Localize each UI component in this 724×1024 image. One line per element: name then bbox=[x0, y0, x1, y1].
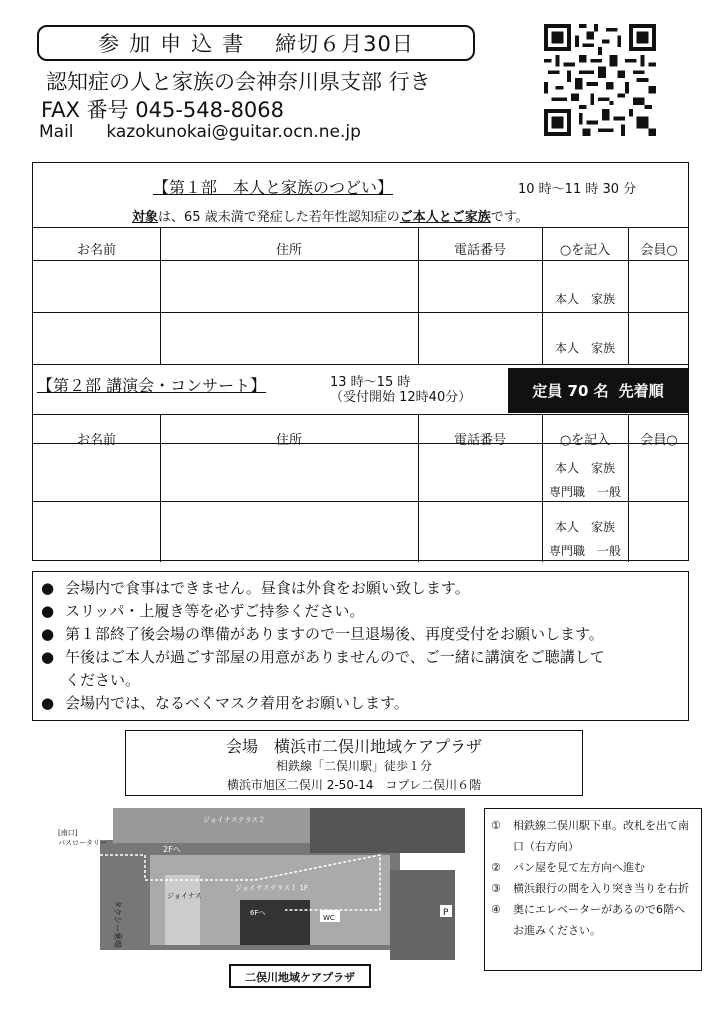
map-2f-label: 2Fへ bbox=[163, 845, 181, 854]
map-wc-block bbox=[240, 900, 310, 945]
section1-target bbox=[132, 206, 529, 225]
qr-code[interactable] bbox=[544, 24, 656, 136]
s1-row1-name-field[interactable] bbox=[33, 260, 160, 312]
map-joinus1-label: ジョイナステラス１ 1F bbox=[235, 884, 308, 892]
s2-row1-phone-field[interactable] bbox=[418, 443, 542, 501]
venue-access: 相鉄線「二俣川駅」徒歩１分 bbox=[275, 759, 432, 773]
col-name: お名前 bbox=[76, 243, 116, 258]
directions-box bbox=[484, 808, 702, 971]
s2-row2-choice2[interactable]: 専門職 一般 bbox=[548, 544, 621, 558]
note-item-continued: ください。 bbox=[65, 671, 141, 689]
form-title: 参加申込書 bbox=[98, 32, 254, 56]
s1-row1-address-field[interactable] bbox=[160, 260, 418, 312]
direction-step: ① 相鉄線二俣川駅下車。改札を出て南口（右方向） bbox=[491, 819, 689, 853]
s2-row1-member-field[interactable] bbox=[628, 443, 690, 501]
s1-row1-choice[interactable]: 本人 家族 bbox=[554, 292, 615, 306]
col-circle: ○を記入 bbox=[559, 433, 611, 448]
venue-address: 横浜市旭区二俣川 2-50-14 コプレ二俣川６階 bbox=[226, 778, 482, 792]
note-item: ● 会場内では、なるべくマスク着用をお願いします。 bbox=[41, 694, 409, 712]
map-joinus2-label: ジョイナステラス２ bbox=[203, 816, 266, 824]
s1-row2-name-field[interactable] bbox=[33, 312, 160, 364]
col-phone: 電話番号 bbox=[453, 433, 506, 448]
s1-row1-phone-field[interactable] bbox=[418, 260, 542, 312]
s2-row1-address-field[interactable] bbox=[160, 443, 418, 501]
deadline: 締切６月30日 bbox=[275, 32, 414, 56]
s2-row2-choice1[interactable]: 本人 家族 bbox=[554, 520, 615, 534]
section1-title: 【第１部 本人と家族のつどい】 bbox=[153, 178, 394, 197]
capacity: 定員 70 名 bbox=[532, 382, 609, 400]
direction-step: ③ 横浜銀行の間を入り突き当りを右折 bbox=[491, 882, 689, 895]
s1-row1-member-field[interactable] bbox=[628, 260, 690, 312]
organization: 認知症の人と家族の会神奈川県支部 行き bbox=[46, 70, 431, 94]
section1-time: 10 時～11 時 30 分 bbox=[518, 182, 637, 197]
target-emphasis: ご本人とご家族 bbox=[399, 210, 491, 225]
s2-row2-member-field[interactable] bbox=[628, 501, 690, 561]
s2-row2-phone-field[interactable] bbox=[418, 501, 542, 561]
col-phone: 電話番号 bbox=[453, 243, 506, 258]
venue-name: 会場 横浜市二俣川地域ケアプラザ bbox=[225, 737, 482, 756]
section2-title: 【第２部 講演会・コンサート】 bbox=[37, 376, 267, 395]
map-bus-label: バスロータリー bbox=[58, 839, 107, 847]
target-label: 対象 bbox=[132, 210, 159, 225]
map-joinus2-block bbox=[113, 808, 318, 843]
map-joinus-label: ジョイナス bbox=[167, 892, 202, 900]
col-member: 会員○ bbox=[640, 433, 678, 448]
s2-row1-name-field[interactable] bbox=[33, 443, 160, 501]
note-item: ● 午後はご本人が過ごす部屋の用意がありませんので、ご一緒に講演をご聴講して bbox=[41, 648, 605, 666]
note-item: ● 会場内で食事はできません。昼食は外食をお願い致します。 bbox=[41, 579, 470, 597]
col-address: 住所 bbox=[275, 243, 302, 258]
s2-row2-address-field[interactable] bbox=[160, 501, 418, 561]
section2-time bbox=[330, 375, 471, 405]
col-circle: ○を記入 bbox=[559, 243, 611, 258]
section2-time-line1: 13 時～15 時 bbox=[330, 375, 411, 390]
application-form-table bbox=[32, 162, 689, 561]
first-come: 先着順 bbox=[618, 382, 664, 400]
form-title-box bbox=[37, 25, 475, 61]
map-dark-block bbox=[310, 808, 465, 853]
mail-address[interactable]: kazokunokai@guitar.ocn.ne.jp bbox=[106, 122, 361, 142]
s2-row1-choice1[interactable]: 本人 家族 bbox=[554, 461, 615, 475]
map-south-exit-label: [南口] bbox=[58, 829, 78, 837]
venue-box bbox=[125, 730, 583, 796]
fax-number: FAX 番号 045-548-8068 bbox=[41, 98, 285, 122]
section2-time-line2: （受付開始 12時40分） bbox=[330, 390, 472, 405]
map-parking-label: P bbox=[443, 908, 449, 918]
s1-row2-member-field[interactable] bbox=[628, 312, 690, 364]
col-member: 会員○ bbox=[640, 243, 678, 258]
s1-row2-address-field[interactable] bbox=[160, 312, 418, 364]
map-joinus-block bbox=[165, 875, 200, 945]
target-text-2: です。 bbox=[490, 210, 529, 225]
map-6f-label: 6Fへ bbox=[250, 909, 266, 917]
note-item: ● 第１部終了後会場の準備がありますので一旦退場後、再度受付をお願いします。 bbox=[41, 625, 604, 643]
col-name: お名前 bbox=[76, 433, 116, 448]
map-taxi-label: タクシー乗場 bbox=[113, 900, 122, 948]
mail-line bbox=[39, 122, 361, 142]
direction-step: ② パン屋を見て左方向へ進む bbox=[491, 861, 645, 874]
s2-row1-choice2[interactable]: 専門職 一般 bbox=[548, 485, 621, 499]
s1-row2-phone-field[interactable] bbox=[418, 312, 542, 364]
notes-box bbox=[32, 571, 689, 721]
capacity-badge bbox=[508, 368, 688, 413]
mail-label: Mail bbox=[39, 122, 74, 142]
target-text-1: は、65 歳未満で発症した若年性認知症の bbox=[158, 210, 400, 225]
direction-step: ④ 奥にエレベーターがあるので6階へお進みください。 bbox=[491, 903, 685, 937]
access-map bbox=[55, 800, 475, 992]
s2-row2-name-field[interactable] bbox=[33, 501, 160, 561]
map-wc-label: WC bbox=[323, 914, 335, 922]
map-venue-label: 二俣川地域ケアプラザ bbox=[245, 971, 355, 984]
col-address: 住所 bbox=[275, 433, 302, 448]
s1-row2-choice[interactable]: 本人 家族 bbox=[554, 341, 615, 355]
note-item: ● スリッパ・上履き等を必ずご持参ください。 bbox=[41, 602, 365, 620]
